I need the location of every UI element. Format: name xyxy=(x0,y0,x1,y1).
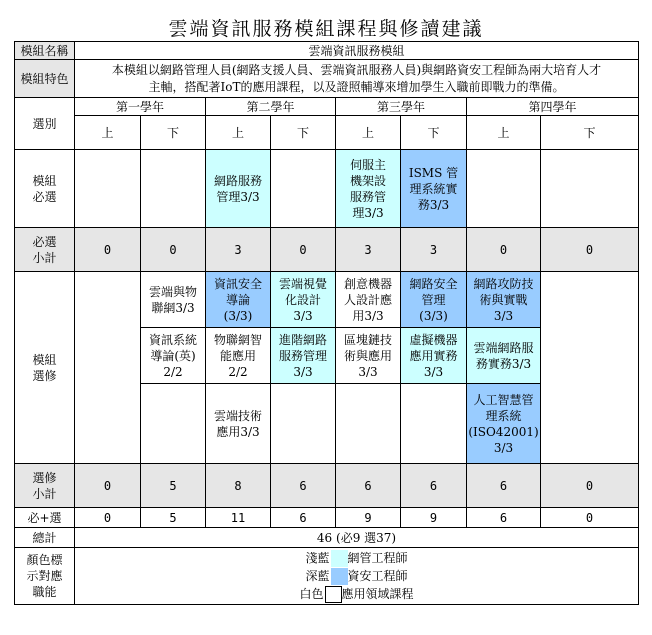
empty-cell xyxy=(141,384,206,464)
empty-cell xyxy=(336,384,401,464)
semester-header: 下 xyxy=(541,116,639,150)
required-plus-elective-value: 0 xyxy=(75,508,141,528)
semester-header: 上 xyxy=(336,116,401,150)
course-cell: 網路攻防技 術與實戰 3/3 xyxy=(467,272,541,328)
course-cell: 網路安全 管理 (3/3) xyxy=(401,272,467,328)
elective-label: 模組 選修 xyxy=(15,272,75,464)
required-label: 模組 必選 xyxy=(15,150,75,228)
empty-cell xyxy=(467,150,541,228)
legend-role: 資安工程師 xyxy=(347,569,408,583)
semester-header: 上 xyxy=(206,116,271,150)
course-cell: 資訊安全 導論 (3/3) xyxy=(206,272,271,328)
required-subtotal-value: 0 xyxy=(467,228,541,272)
elective-subtotal-value: 6 xyxy=(271,464,336,508)
required-plus-elective-value: 5 xyxy=(141,508,206,528)
semester-header: 上 xyxy=(467,116,541,150)
semester-header: 下 xyxy=(401,116,467,150)
empty-cell xyxy=(75,150,141,228)
required-plus-elective-label: 必+選 xyxy=(15,508,75,528)
light-blue-swatch xyxy=(331,550,348,567)
legend-label: 顏色標 示對應 職能 xyxy=(15,548,75,605)
legend-item xyxy=(75,567,638,585)
required-plus-elective-value: 6 xyxy=(271,508,336,528)
required-subtotal-value: 3 xyxy=(206,228,271,272)
course-cell: 雲端網路服 務實務3/3 xyxy=(467,328,541,384)
module-feature-line-2: 主軸，搭配著IoT的應用課程，以及證照輔導來增加學生入職前即戰力的準備。 xyxy=(148,79,565,94)
grand-total-value: 46 (必9 選37) xyxy=(75,528,639,548)
empty-cell xyxy=(541,272,639,464)
year-3-header: 第三學年 xyxy=(336,98,467,116)
semester-header: 上 xyxy=(75,116,141,150)
category-label: 選別 xyxy=(15,98,75,150)
required-subtotal-value: 0 xyxy=(75,228,141,272)
empty-cell xyxy=(541,150,639,228)
elective-subtotal-value: 0 xyxy=(75,464,141,508)
legend-item xyxy=(75,585,638,603)
empty-cell xyxy=(401,384,467,464)
grand-total-label: 總計 xyxy=(15,528,75,548)
required-plus-elective-value: 6 xyxy=(467,508,541,528)
course-table xyxy=(14,41,639,605)
elective-subtotal-value: 5 xyxy=(141,464,206,508)
legend-color-name: 淺藍 xyxy=(305,551,330,565)
empty-cell xyxy=(141,150,206,228)
course-cell: 創意機器 人設計應 用3/3 xyxy=(336,272,401,328)
elective-subtotal-label: 選修 小計 xyxy=(15,464,75,508)
course-cell: 虛擬機器 應用實務 3/3 xyxy=(401,328,467,384)
module-name-label: 模組名稱 xyxy=(15,42,75,60)
module-name: 雲端資訊服務模組 xyxy=(75,42,639,60)
required-plus-elective-value: 0 xyxy=(541,508,639,528)
legend-color-name: 白色 xyxy=(299,587,324,601)
elective-subtotal-value: 6 xyxy=(467,464,541,508)
module-feature-label: 模組特色 xyxy=(15,60,75,98)
semester-header: 下 xyxy=(141,116,206,150)
course-cell: 雲端與物 聯網3/3 xyxy=(141,272,206,328)
legend-role: 網管工程師 xyxy=(347,551,408,565)
elective-subtotal-value: 6 xyxy=(401,464,467,508)
semester-header: 下 xyxy=(271,116,336,150)
course-cell: 雲端視覺 化設計 3/3 xyxy=(271,272,336,328)
required-subtotal-value: 0 xyxy=(141,228,206,272)
module-feature-line-1: 本模組以網路管理人員(網路支援人員、雲端資訊服務人員)與網路資安工程師為兩大培育人才 xyxy=(111,62,602,77)
legend-role: 應用領域課程 xyxy=(341,587,414,601)
course-cell: 物聯網智 能應用 2/2 xyxy=(206,328,271,384)
empty-cell xyxy=(271,384,336,464)
page-title: 雲端資訊服務模組課程與修讀建議 xyxy=(168,18,484,40)
required-subtotal-value: 0 xyxy=(541,228,639,272)
course-cell: 進階網路 服務管理 3/3 xyxy=(271,328,336,384)
required-subtotal-value: 0 xyxy=(271,228,336,272)
required-subtotal-value: 3 xyxy=(336,228,401,272)
legend-color-name: 深藍 xyxy=(305,569,330,583)
elective-subtotal-value: 6 xyxy=(336,464,401,508)
required-plus-elective-value: 11 xyxy=(206,508,271,528)
dark-blue-swatch xyxy=(331,568,348,585)
elective-subtotal-value: 8 xyxy=(206,464,271,508)
empty-cell xyxy=(271,150,336,228)
course-cell: 雲端技術 應用3/3 xyxy=(206,384,271,464)
required-plus-elective-value: 9 xyxy=(336,508,401,528)
year-4-header: 第四學年 xyxy=(467,98,639,116)
course-cell: 網路服務 管理3/3 xyxy=(206,150,271,228)
elective-subtotal-value: 0 xyxy=(541,464,639,508)
white-swatch xyxy=(325,586,342,603)
course-cell: ISMS 管 理系統實 務3/3 xyxy=(401,150,467,228)
year-2-header: 第二學年 xyxy=(206,98,336,116)
course-cell: 區塊鏈技 術與應用 3/3 xyxy=(336,328,401,384)
course-cell: 人工智慧管 理系統 (ISO42001) 3/3 xyxy=(467,384,541,464)
course-cell: 伺服主 機架設 服務管 理3/3 xyxy=(336,150,401,228)
required-subtotal-label: 必選 小計 xyxy=(15,228,75,272)
course-cell: 資訊系統 導論(英) 2/2 xyxy=(141,328,206,384)
empty-cell xyxy=(75,272,141,464)
required-subtotal-value: 3 xyxy=(401,228,467,272)
legend-item xyxy=(75,549,638,567)
year-1-header: 第一學年 xyxy=(75,98,206,116)
required-plus-elective-value: 9 xyxy=(401,508,467,528)
